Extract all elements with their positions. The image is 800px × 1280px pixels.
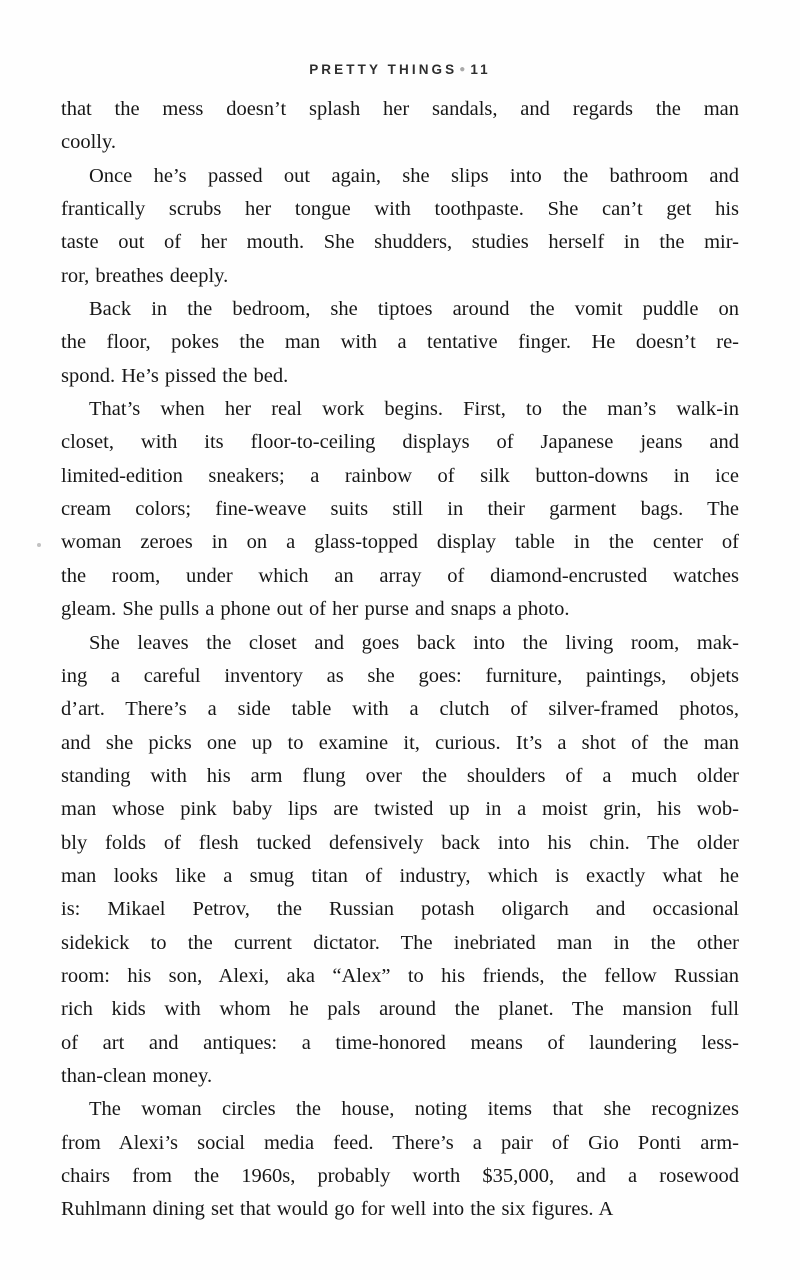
text-line: limited-edition sneakers; a rainbow of silk button-downs in ice: [61, 464, 739, 487]
text-line: ror, breathes deeply.: [61, 264, 229, 287]
paragraph: [61, 627, 739, 1094]
text-line: bly folds of flesh tucked defensively back into his chin. The older: [61, 831, 739, 854]
text-line: man looks like a smug titan of industry, which is exactly what he: [61, 864, 739, 887]
running-header: [0, 0, 800, 77]
text-line: of art and antiques: a time-honored means of laundering less-: [61, 1031, 739, 1054]
text-line: Back in the bedroom, she tiptoes around the vomit puddle on: [89, 298, 739, 321]
text-line: That’s when her real work begins. First, to the man’s walk-in: [89, 398, 739, 421]
paragraph: [61, 93, 739, 160]
text-line: ing a careful inventory as she goes: furniture, paintings, objets: [61, 664, 739, 687]
text-line: sidekick to the current dictator. The inebriated man in the other: [61, 931, 739, 954]
text-line: d’art. There’s a side table with a clutch of silver-framed photos,: [61, 698, 739, 721]
page-body: [61, 93, 739, 1227]
text-line: and she picks one up to examine it, curious. It’s a shot of the man: [61, 731, 739, 754]
text-line: woman zeroes in on a glass-topped display table in the center of: [61, 531, 739, 554]
text-line: from Alexi’s social media feed. There’s a pair of Gio Ponti arm-: [61, 1131, 739, 1154]
page-number: 11: [470, 62, 491, 77]
text-line: is: Mikael Petrov, the Russian potash oligarch and occasional: [61, 898, 739, 921]
text-line: gleam. She pulls a phone out of her purse and snaps a photo.: [61, 598, 570, 621]
book-title: PRETTY THINGS: [309, 62, 458, 77]
text-line: standing with his arm flung over the shoulders of a much older: [61, 764, 739, 787]
text-line: that the mess doesn’t splash her sandals, and regards the man: [61, 98, 739, 120]
text-line: spond. He’s pissed the bed.: [61, 364, 289, 387]
text-line: cream colors; fine-weave suits still in their garment bags. The: [61, 498, 739, 521]
text-line: than-clean money.: [61, 1064, 213, 1087]
text-line: taste out of her mouth. She shudders, studies herself in the mir-: [61, 231, 739, 254]
text-line: She leaves the closet and goes back into the living room, mak-: [89, 631, 739, 654]
separator-dot-icon: ●: [459, 64, 466, 75]
text-line: frantically scrubs her tongue with toothpaste. She can’t get his: [61, 198, 739, 221]
text-line: chairs from the 1960s, probably worth $35,000, and a rosewood: [61, 1165, 739, 1187]
text-line: the floor, pokes the man with a tentative finger. He doesn’t re-: [61, 331, 739, 354]
text-line: rich kids with whom he pals around the planet. The mansion full: [61, 998, 739, 1021]
paragraph: [61, 160, 739, 293]
scan-speck: [37, 543, 41, 547]
text-line: the room, under which an array of diamond-encrusted watches: [61, 564, 739, 587]
text-line: man whose pink baby lips are twisted up in a moist grin, his wob-: [61, 798, 739, 821]
text-line: Once he’s passed out again, she slips into the bathroom and: [89, 164, 739, 187]
text-line: closet, with its floor-to-ceiling displays of Japanese jeans and: [61, 431, 739, 454]
text-line: Ruhlmann dining set that would go for well into the six figures. A: [61, 1198, 614, 1221]
text-line: room: his son, Alexi, aka “Alex” to his friends, the fellow Russian: [61, 964, 739, 987]
paragraph: [61, 293, 739, 393]
paragraph: [61, 393, 739, 626]
text-line: The woman circles the house, noting items that she recognizes: [89, 1098, 739, 1121]
paragraph: [61, 1093, 739, 1226]
text-line: coolly.: [61, 131, 117, 154]
